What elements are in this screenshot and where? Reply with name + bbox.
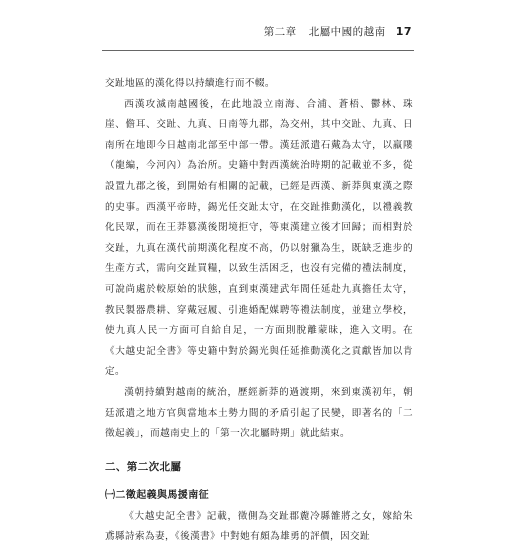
- running-header: [0, 24, 412, 39]
- chapter-label: 第二章: [263, 26, 297, 38]
- paragraph: 西漢攻滅南越國後，在此地設立南海、合浦、蒼梧、鬱林、珠崖、儋耳、交趾、九真、日南等九郡，為交州，其中交趾、九真、日南所在地即今日越南北部至中部一帶。漢廷派遣石戴為太守，以羸𨻻（龍編，今河內）為治所。史籍中對西漢統治時期的記載並不多，從設置九郡之後，到開始有相關的記載，已經是西漢、新莽與東漢之際的史事。西漢平帝時，錫光任交趾太守，在交趾推動漢化，以禮義教化民眾，而在王莽篡漢後閉境拒守，等東漢建立後才回歸；而相對於交趾，九真在漢代前期漢化程度不高，仍以射獵為生，既缺乏進步的生產方式，需向交趾買糧，以致生活困乏，也沒有完備的禮法制度，可說尚處於較原始的狀態，直到東漢建武年間任延赴九真擔任太守，教民製器農耕、穿戴冠履、引進婚配媒聘等禮法制度，並建立學校，使九真人民一方面可自給自足，一方面則脫離蒙昧，進入文明。在《大越史記全書》等史籍中對於錫光與任延推動漢化之貢獻皆加以肯定。: [105, 98, 413, 378]
- page-number: 17: [395, 25, 412, 38]
- paragraph: 漢朝持續對越南的統治，歷經新莽的過渡期，來到東漢初年，朝廷派遣之地方官與當地本土勢力間的矛盾引起了民變，即著名的「二徵起義」，而越南史上的「第一次北屬時期」就此結束。: [105, 386, 413, 440]
- paragraph: 交趾地區的漢化得以持續進行而不輟。: [105, 78, 275, 89]
- subsection-heading: ㈠二徵起義與馬援南征: [105, 489, 209, 501]
- section-heading: 二、第二次北屬: [105, 460, 182, 473]
- chapter-title: 北屬中國的越南: [308, 26, 386, 38]
- header-rule: [102, 50, 414, 51]
- paragraph: 《大越史記全書》記載，徵側為交趾郡麊冷縣雒將之女，嫁給朱鳶縣詩索為妻，《後漢書》中對她有頗為雄勇的評價，因交趾: [105, 510, 413, 543]
- page-body: [105, 74, 413, 548]
